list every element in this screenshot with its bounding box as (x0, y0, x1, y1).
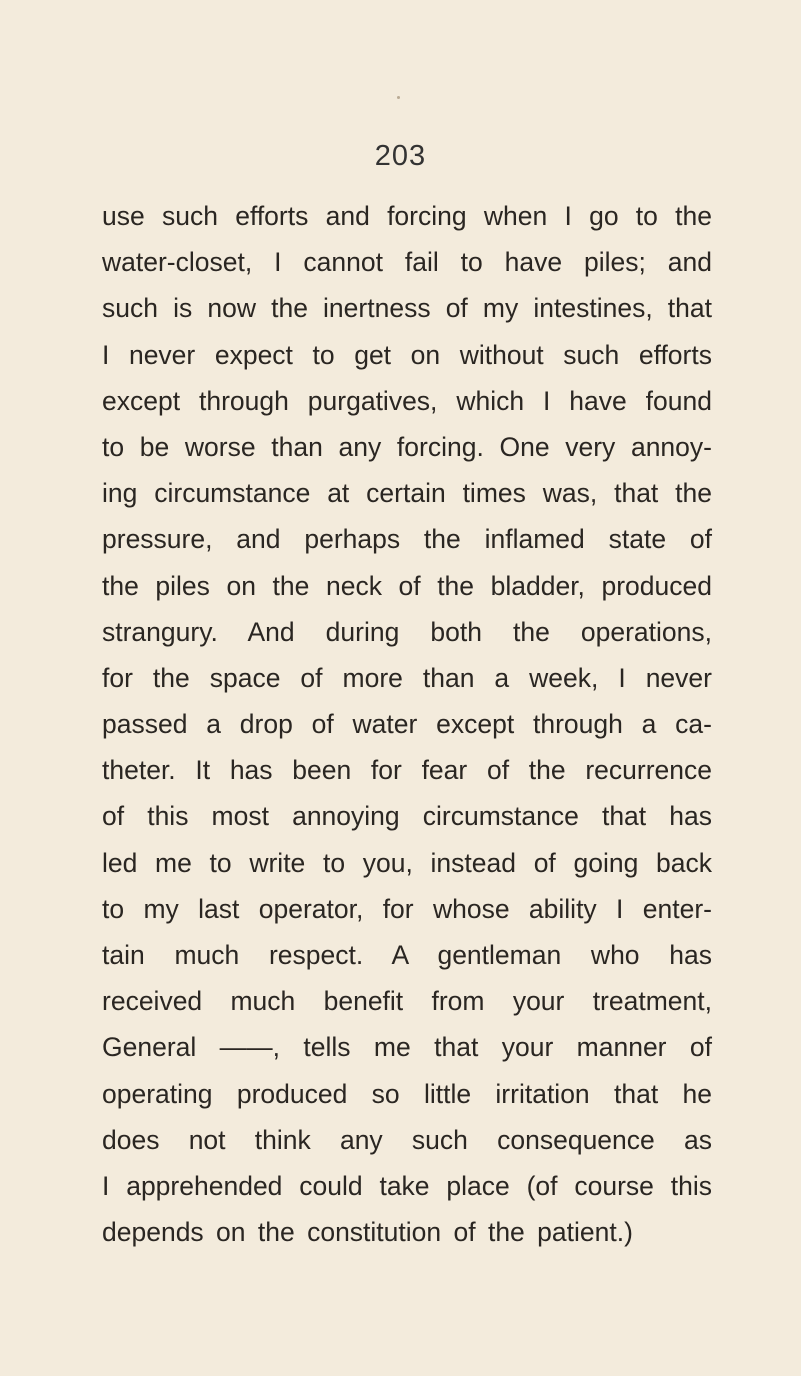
text-line: received much benefit from your treatment, (102, 986, 712, 1017)
text-line: except through purgatives, which I have found (102, 385, 712, 416)
text-line: ing circumstance at certain times was, that the (102, 478, 712, 509)
text-line: such is now the inertness of my intestines, that (102, 293, 712, 324)
text-line: pressure, and perhaps the inflamed state of (102, 524, 712, 555)
page-number: 203 (374, 140, 427, 172)
text-line: for the space of more than a week, I never (102, 662, 712, 693)
text-line: strangury. And during both the operations, (102, 616, 712, 647)
text-line: to be worse than any forcing. One very annoy- (102, 431, 712, 462)
text-line: operating produced so little irritation that he (102, 1078, 712, 1109)
text-line: tain much respect. A gentleman who has (102, 940, 712, 970)
text-line: passed a drop of water except through a ca- (102, 709, 712, 740)
text-line: theter. It has been for fear of the recurrence (102, 755, 712, 786)
text-line: does not think any such consequence as (102, 1124, 712, 1155)
text-line: use such efforts and forcing when I go to the (102, 201, 712, 231)
text-line: water-closet, I cannot fail to have piles; and (102, 247, 712, 278)
text-line: General ——, tells me that your manner of (102, 1032, 712, 1063)
text-line: depends on the constitution of the patient.) (102, 1217, 633, 1248)
text-line: of this most annoying circumstance that has (102, 801, 712, 832)
text-line: I apprehended could take place (of course this (102, 1170, 712, 1201)
text-line: the piles on the neck of the bladder, produced (102, 570, 712, 601)
text-line: to my last operator, for whose ability I enter- (102, 893, 712, 924)
body-text (102, 193, 712, 1255)
paper-speck (397, 96, 400, 99)
text-line: led me to write to you, instead of going back (102, 847, 712, 878)
text-line: I never expect to get on without such efforts (102, 339, 712, 370)
